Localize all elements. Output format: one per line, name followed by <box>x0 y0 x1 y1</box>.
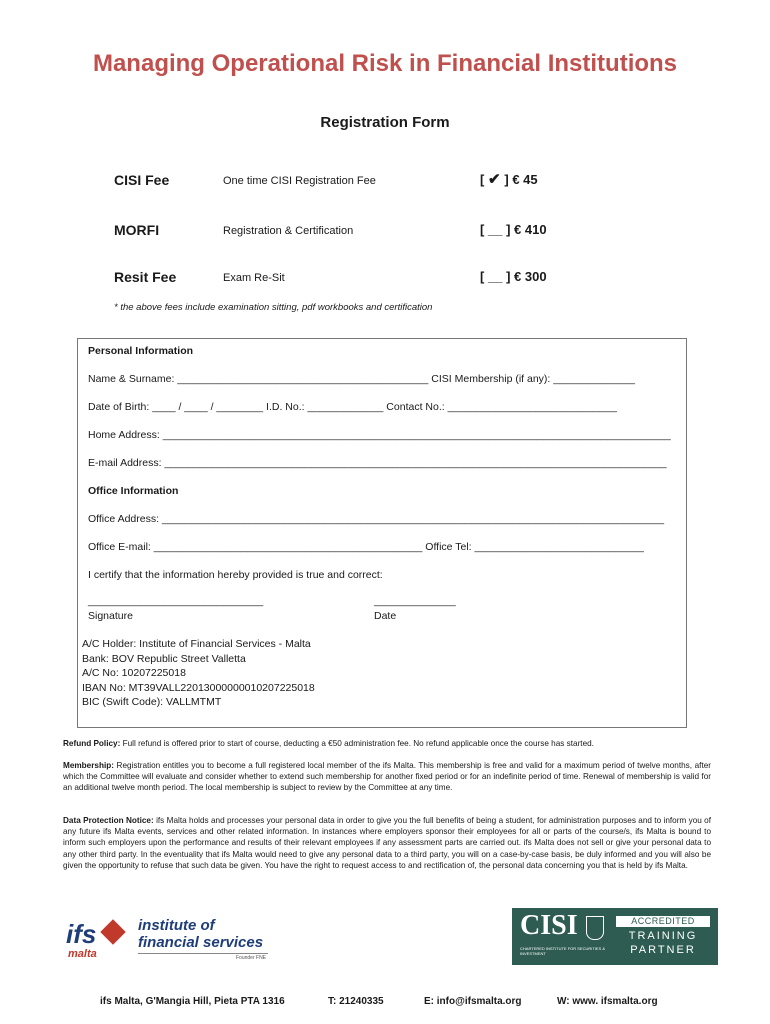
bracket-open: [ <box>480 222 485 237</box>
fee-price-morfi: € 410 <box>514 222 547 237</box>
refund-text: Full refund is offered prior to start of course, deducting a €50 administration fee. No refund applicable once the course has started. <box>120 739 594 748</box>
fee-price-cisi: € 45 <box>512 172 538 187</box>
bank-details <box>82 637 315 710</box>
bank-line: IBAN No: MT39VALL22013000000010207225018 <box>82 681 315 694</box>
footer-website[interactable]: W: www. ifsmalta.org <box>557 996 658 1007</box>
home-address-field[interactable]: Home Address: _______________________________________________________________________________________ <box>88 429 671 441</box>
blank-mark: __ <box>487 269 503 284</box>
fee-name-cisi: CISI Fee <box>114 172 170 188</box>
dob-id-contact-field[interactable]: Date of Birth: ____ / ____ / ________ I.D. No.: _____________ Contact No.: _____________________________ <box>88 401 617 413</box>
ifs-mark: ifs <box>66 919 97 949</box>
ifs-founder: Founder FNE <box>236 955 267 961</box>
fee-name-morfi: MORFI <box>114 222 160 238</box>
ifs-diamond-icon <box>100 919 125 944</box>
fee-desc-resit: Exam Re-Sit <box>223 272 285 284</box>
signature-label: Signature <box>88 610 133 622</box>
data-protection-notice <box>63 815 711 871</box>
office-email-tel-field[interactable]: Office E-mail: ______________________________________________ Office Tel: _____________________________ <box>88 541 644 553</box>
partner-label: PARTNER <box>630 944 696 956</box>
office-address-field[interactable]: Office Address: ______________________________________________________________________________________ <box>88 513 665 525</box>
ifs-line2: financial services <box>138 934 264 951</box>
footer-tel: T: 21240335 <box>328 996 384 1007</box>
training-label: TRAINING <box>628 930 698 942</box>
bank-line: A/C Holder: Institute of Financial Services - Malta <box>82 638 311 650</box>
bank-line: BIC (Swift Code): VALLMTMT <box>82 696 222 708</box>
membership-text: Registration entitles you to become a full registered local member of the ifs Malta. This membership is free and valid for a maximum period of twelve months, after which the Committee will evaluate and consider whether to extend such membership for another fixed period or for an indefinite period of time. Renewal of membership is valid for an additional twelve month period. The local membership is subject to review by the Committee at any time. <box>63 761 711 793</box>
refund-label: Refund Policy: <box>63 739 121 748</box>
cisi-sub: CHARTERED INSTITUTE FOR SECURITIES & INVESTMENT <box>520 946 606 956</box>
bracket-close: ] <box>506 222 511 237</box>
bracket-open: [ <box>480 269 485 284</box>
ifs-malta-logo <box>66 915 280 965</box>
office-info-heading: Office Information <box>88 485 179 497</box>
membership-policy <box>63 760 711 794</box>
date-line[interactable]: ______________ <box>374 595 456 607</box>
blank-mark: __ <box>487 222 503 237</box>
accredited-label: ACCREDITED <box>616 916 710 927</box>
personal-info-heading: Personal Information <box>88 345 194 357</box>
refund-policy <box>63 738 711 749</box>
cisi-name: CISI <box>520 910 578 941</box>
bank-line: Bank: BOV Republic Street Valletta <box>82 652 246 665</box>
bracket-close: ] <box>506 269 511 284</box>
data-protection-text: ifs Malta holds and processes your personal data in order to give you the full benefits of being a student, for administration purposes and to inform you of any future ifs Malta events, services and other related information. In instances where employers sponsor their employees for all or parts of the course/s, ifs Malta is bound to inform such employers upon the performance and results of their relevant employees if any assessment parts are carried out. ifs Malta does not sell or give your personal data to any other third party. In the eventuality that ifs Malta would need to give any personal data to a third party, you will on a case-by-case basis, be duly informed and you will also be given the opportunity to refuse that such data be given. You have the right to request access to and rectification of, the personal data concerning you that is held by ifs Malta. <box>63 816 712 870</box>
ifs-line1: institute of <box>138 917 215 934</box>
ifs-sub: malta <box>68 948 97 960</box>
form-subtitle: Registration Form <box>320 114 450 131</box>
email-field[interactable]: E-mail Address: ______________________________________________________________________________________ <box>88 457 667 469</box>
cisi-crest-icon <box>586 916 604 940</box>
certify-statement: I certify that the information hereby provided is true and correct: <box>88 569 383 581</box>
bank-line: A/C No: 10207225018 <box>82 667 186 679</box>
bracket-close: ] <box>504 172 509 187</box>
fee-price-resit: € 300 <box>514 269 547 284</box>
fee-desc-morfi: Registration & Certification <box>223 225 354 237</box>
page-title: Managing Operational Risk in Financial Institutions <box>92 50 678 77</box>
data-protection-label: Data Protection Notice: <box>63 816 154 825</box>
signature-line[interactable]: ______________________________ <box>88 595 264 607</box>
fees-note: * the above fees include examination sitting, pdf workbooks and certification <box>114 302 433 313</box>
cisi-accredited-logo <box>512 908 718 965</box>
footer-address: ifs Malta, G'Mangia Hill, Pieta PTA 1316 <box>100 996 285 1007</box>
membership-label: Membership: <box>63 761 114 770</box>
checkmark-icon: ✔ <box>488 171 501 188</box>
ifs-divider <box>138 953 268 954</box>
registration-form-box <box>77 338 687 728</box>
bracket-open: [ <box>480 172 485 187</box>
fee-option-morfi[interactable] <box>480 222 547 237</box>
fee-name-resit: Resit Fee <box>114 269 177 285</box>
fee-option-cisi[interactable] <box>480 170 538 188</box>
fee-option-resit[interactable] <box>480 269 547 284</box>
footer-email[interactable]: E: info@ifsmalta.org <box>424 996 522 1007</box>
fee-desc-cisi: One time CISI Registration Fee <box>223 175 376 187</box>
date-label: Date <box>374 610 397 622</box>
name-field[interactable]: Name & Surname: ___________________________________________ CISI Membership (if any): ______________ <box>88 373 636 385</box>
